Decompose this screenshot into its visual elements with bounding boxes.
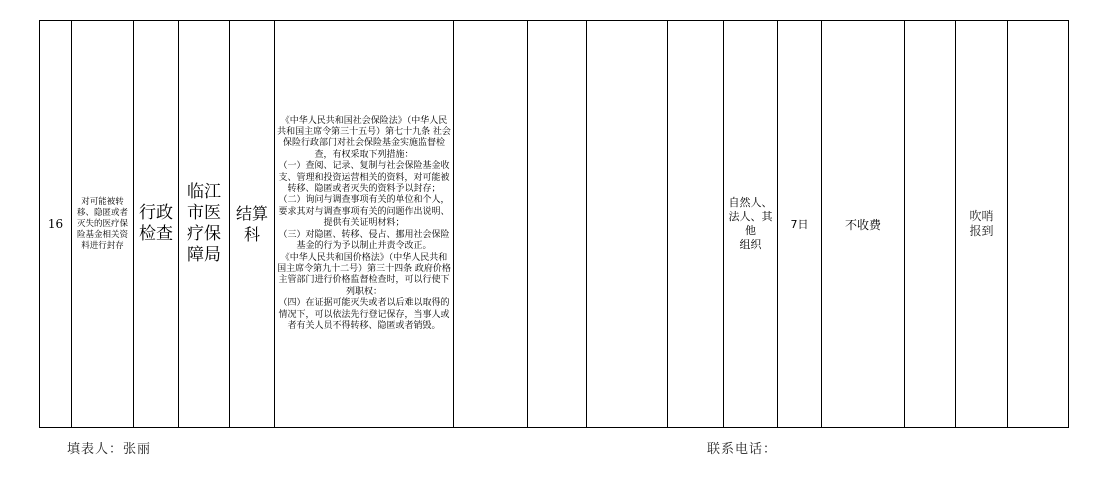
enforcement-items-table — [39, 20, 1069, 428]
contact-phone-label: 联系电话： — [707, 442, 778, 457]
legal-basis-paragraph: 《中华人民共和国价格法》（中华人民共和国主席令第九十二号）第三十四条 政府价格主管部门进行价格监督检查时，可以行使下列职权： — [277, 252, 451, 297]
empty-cell — [668, 21, 724, 428]
legal-basis-paragraph: （一）查阅、记录、复制与社会保险基金收支、管理和投资运营相关的资料，对可能被转移、隐匿或者灭失的资料予以封存； — [278, 161, 450, 195]
empty-cell — [905, 21, 956, 428]
department-cell: 结算 科 — [230, 21, 275, 428]
empty-cell — [454, 21, 528, 428]
legal-basis-paragraph: （三）对隐匿、转移、侵占、挪用社会保险基金的行为予以制止并责令改正。 — [278, 229, 450, 252]
subject-cell: 自然人、 法人、其 他 组织 — [724, 21, 778, 428]
row-number-cell: 16 — [40, 21, 72, 428]
organization-cell: 临江 市医 疗保 障局 — [179, 21, 230, 428]
legal-basis-paragraph: 《中华人民共和国社会保险法》（中华人民共和国主席令第三十五号）第七十九条 社会保险行政部门对社会保险基金实施监督检查，有权采取下列措施： — [277, 115, 451, 160]
empty-cell — [587, 21, 668, 428]
legal-basis-paragraph: （四）在证据可能灭失或者以后难以取得的情况下，可以依法先行登记保存，当事人或者有关人员不得转移、隐匿或者销毁。 — [278, 298, 450, 331]
action-type-cell: 行政 检查 — [134, 21, 179, 428]
empty-cell — [1008, 21, 1069, 428]
table-row — [40, 21, 1069, 428]
report-method-cell: 吹哨 报到 — [956, 21, 1008, 428]
time-limit-cell: 7日 — [778, 21, 822, 428]
fee-cell: 不收费 — [822, 21, 905, 428]
item-name-cell: 对可能被转移、隐匿或者灭失的医疗保险基金相关资料进行封存 — [72, 21, 134, 428]
legal-basis-paragraph: （二）询问与调查事项有关的单位和个人，要求其对与调查事项有关的问题作出说明、提供有关证明材料； — [278, 195, 450, 229]
form-filler-label: 填表人：张丽 — [67, 442, 152, 457]
empty-cell — [528, 21, 587, 428]
legal-basis-cell — [275, 21, 454, 428]
